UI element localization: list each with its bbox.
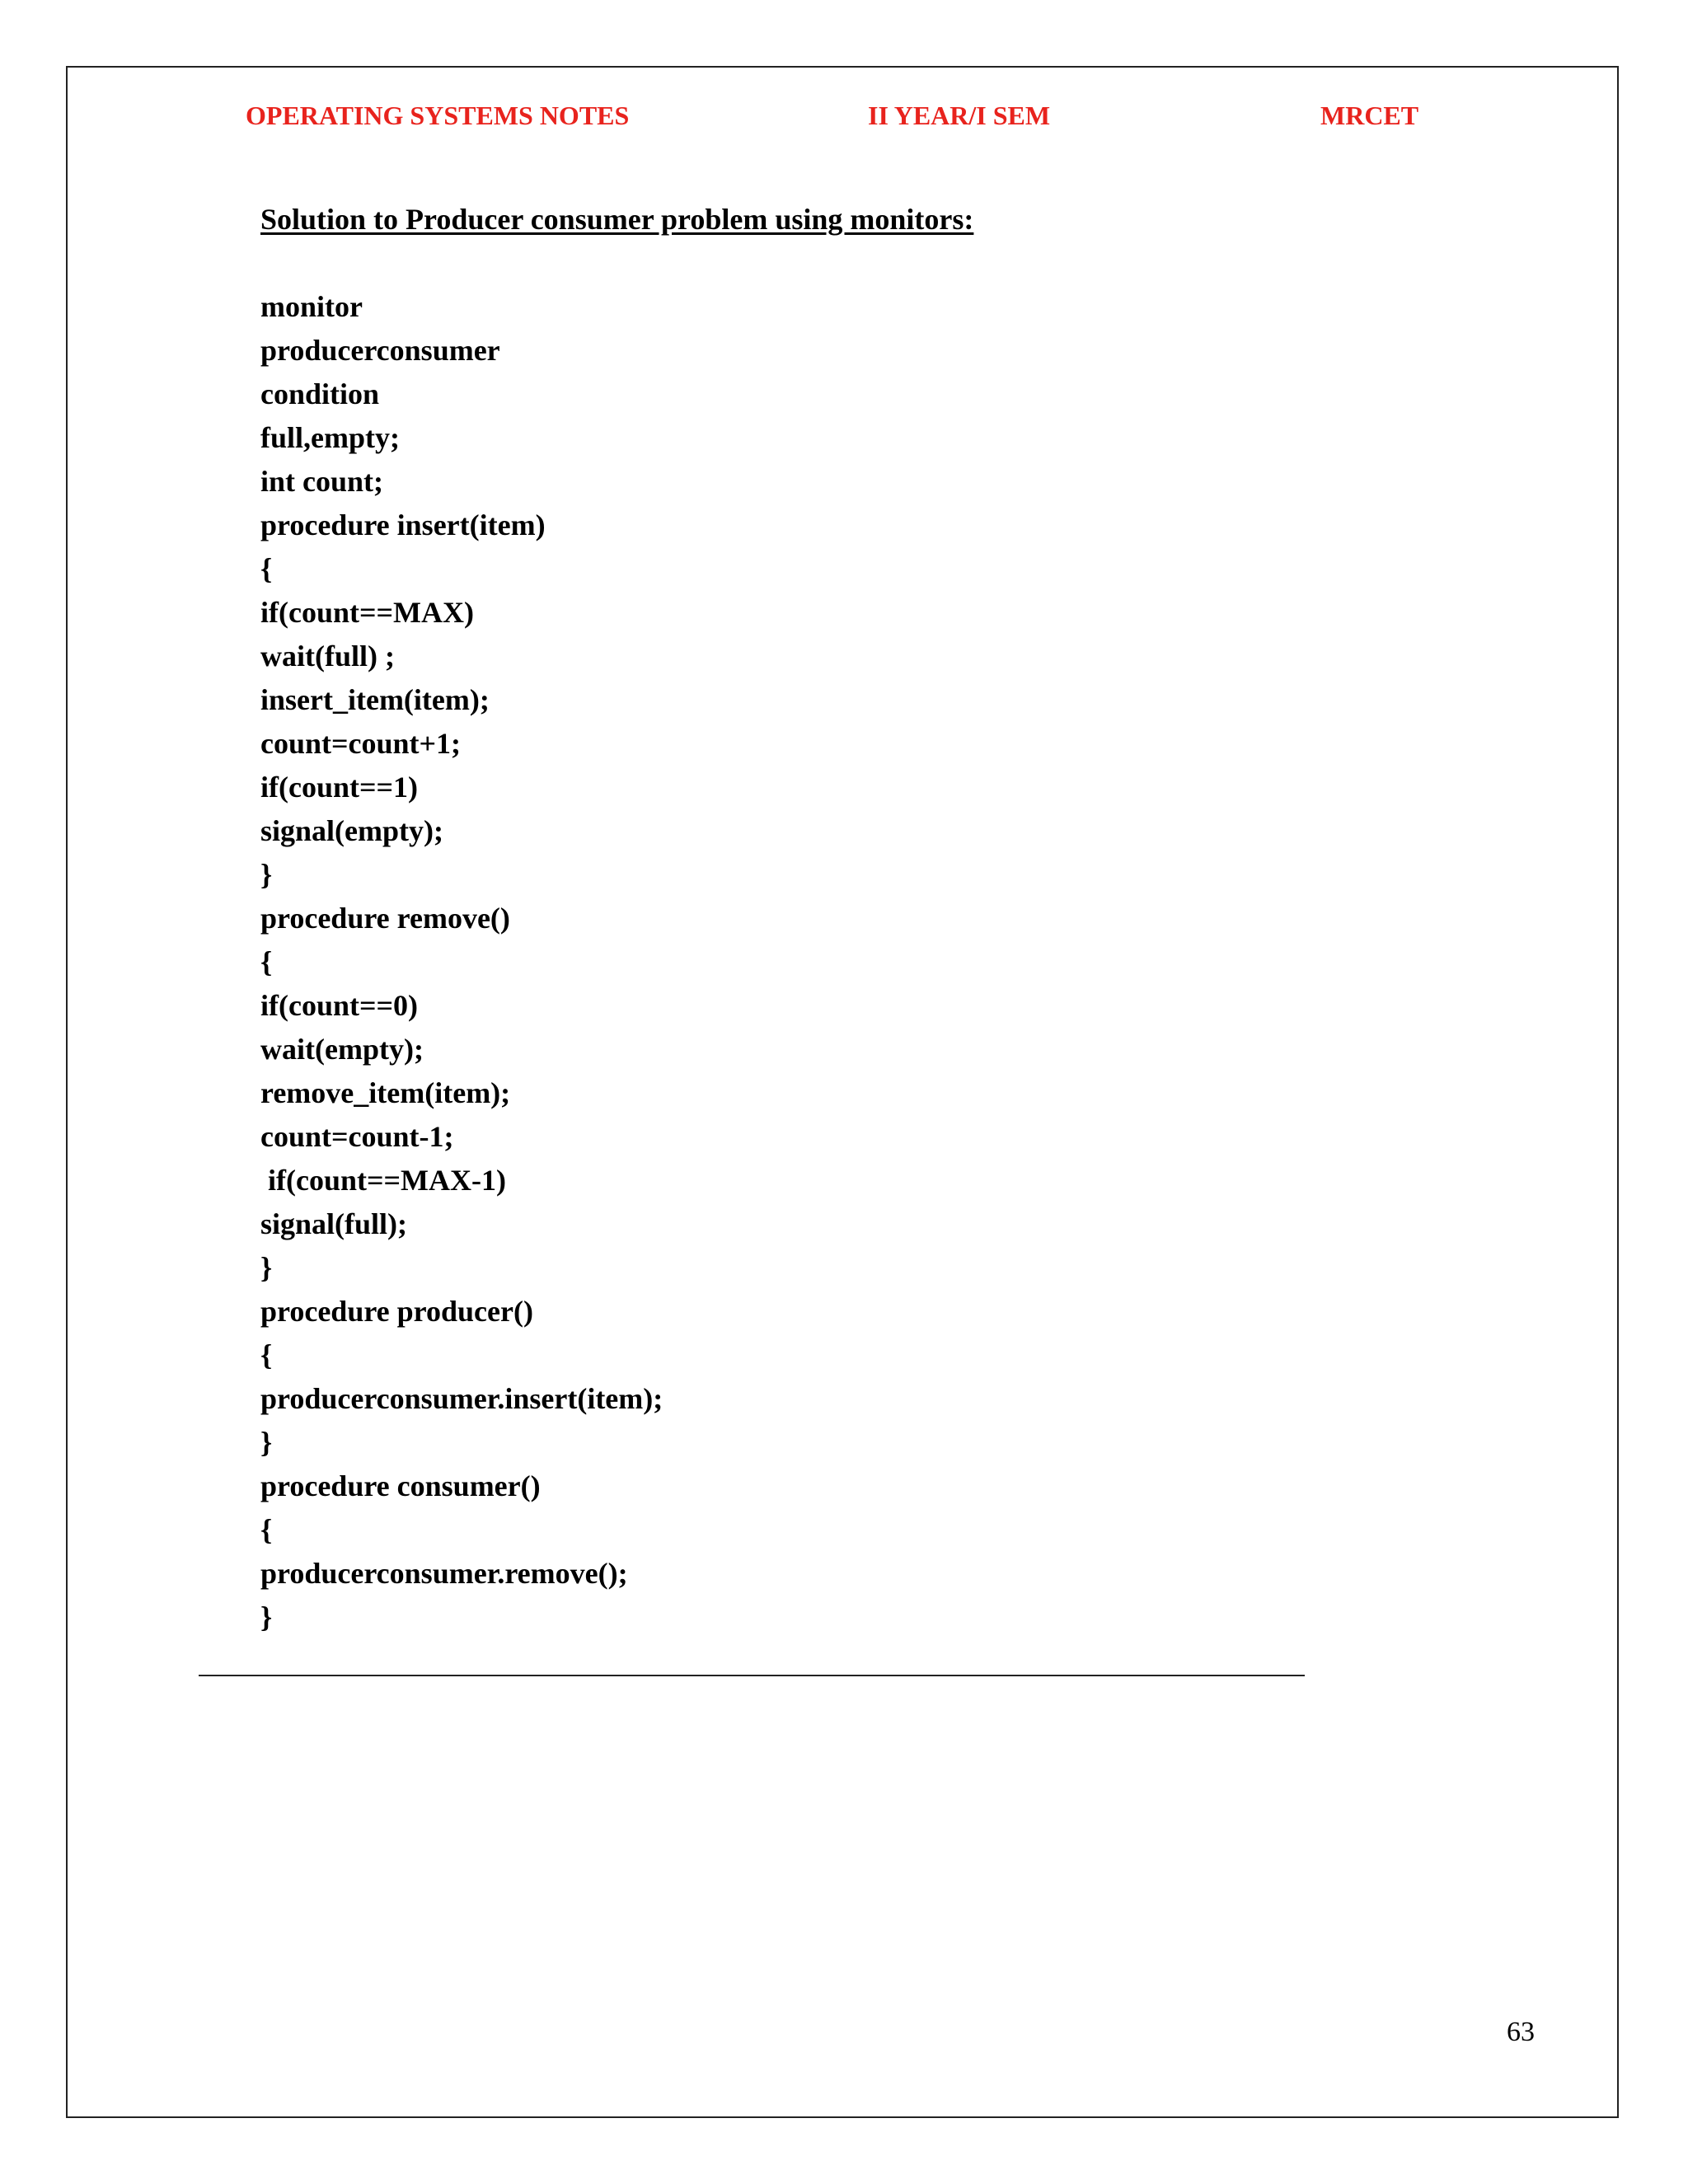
code-line: if(count==0) xyxy=(260,989,419,1022)
header-institution: MRCET xyxy=(1320,101,1419,130)
code-line: signal(empty); xyxy=(260,814,443,847)
code-line: signal(full); xyxy=(260,1207,408,1240)
code-line: procedure consumer() xyxy=(260,1469,541,1502)
code-line: producerconsumer.remove(); xyxy=(260,1557,628,1590)
code-line: if(count==MAX-1) xyxy=(260,1164,506,1197)
code-listing xyxy=(260,285,663,1639)
code-line: } xyxy=(260,858,273,891)
page-number: 63 xyxy=(1507,2017,1535,2047)
code-line: full,empty; xyxy=(260,421,400,454)
code-line: if(count==MAX) xyxy=(260,596,474,629)
code-line: { xyxy=(260,1513,273,1546)
code-line: condition xyxy=(260,377,380,410)
code-line: } xyxy=(260,1601,273,1633)
code-line: wait(empty); xyxy=(260,1033,424,1066)
code-line: { xyxy=(260,945,273,978)
code-line: count=count-1; xyxy=(260,1120,454,1153)
code-line: int count; xyxy=(260,465,384,498)
code-line: procedure producer() xyxy=(260,1295,533,1328)
section-heading: Solution to Producer consumer problem using monitors: xyxy=(260,203,974,236)
code-line: if(count==1) xyxy=(260,771,419,804)
code-line: insert_item(item); xyxy=(260,683,490,716)
code-line: { xyxy=(260,1338,273,1371)
header-course-title: OPERATING SYSTEMS NOTES xyxy=(246,101,630,130)
code-line: { xyxy=(260,552,273,585)
code-line: monitor xyxy=(260,290,363,323)
footer-rule xyxy=(199,1675,1305,1676)
code-line: } xyxy=(260,1251,273,1284)
code-line: } xyxy=(260,1426,273,1459)
code-line: remove_item(item); xyxy=(260,1076,511,1109)
code-line: procedure insert(item) xyxy=(260,509,546,541)
code-line: procedure remove() xyxy=(260,902,510,935)
header-year-semester: II YEAR/I SEM xyxy=(868,101,1051,130)
code-line: wait(full) ; xyxy=(260,640,395,673)
code-line: producerconsumer xyxy=(260,334,500,367)
code-line: producerconsumer.insert(item); xyxy=(260,1382,663,1415)
code-line: count=count+1; xyxy=(260,727,462,760)
